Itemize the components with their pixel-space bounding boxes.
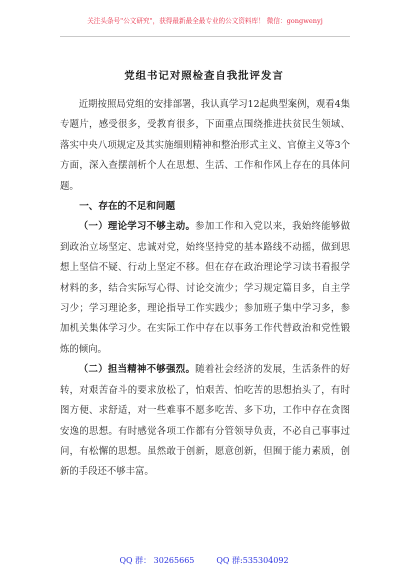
footer (0, 555, 408, 566)
item-1-text: 参加工作和入党以来，我始终能够做到政治立场坚定、忠诚对党，始终坚持党的基本路线不动摇，做到思想上坚信不疑、行动上坚定不移。但在存在政治理论学习读书看报学材料的多，结合实际写心得、讨论交流少；学习规定篇目多，自主学习少；学习理论多，理论指导工作实践少；参加班子集中学习多，参加机关集体学习少。在实际工作中存在以事务工作代替政治和党性锻炼的倾向。 (60, 221, 350, 355)
item-2-paragraph (60, 360, 350, 482)
item-2-text: 随着社会经济的发展，生活条件的好转，对艰苦奋斗的要求放松了，怕艰苦、怕吃苦的思想抬头了，有时图方便、求舒适，对一些难事不愿多吃苦、多下功，工作中存在贪图安逸的思想。有时感觉各项工作都有分管领导负责，不必自己事事过问，有松懈的思想。虽然敢于创新，愿意创新，但囿于能力素质，创新的手段还不够丰富。 (60, 364, 350, 478)
item-1-paragraph (60, 217, 350, 360)
section-heading (60, 197, 350, 217)
item-2-lead: （二）担当精神不够强烈。 (78, 364, 196, 376)
footer-qq-group-2: QQ 群:535304092 (216, 556, 289, 565)
intro-paragraph: 近期按照局党组的安排部署，我认真学习12起典型案例，观看4集专题片，感受很多，受教育很多，下面重点围绕推进扶贫民生领域、落实中央八项规定及其实施细则精神和整治形式主义、官僚主义等3个方面，深入查摆剖析个人在思想、生活、工作和作风上存在的具体问题。 (60, 99, 350, 192)
document-title: 党组书记对照检查自我批评发言 (124, 70, 284, 82)
header-banner: 关注头条号"公文研究"，获得最新最全最专业的公文资料库！ 微信：gongwenyj (60, 14, 350, 37)
footer-qq-group-1: QQ 群： 30265665 (119, 556, 195, 565)
section-heading-text: 一、存在的不足和问题 (79, 201, 176, 213)
item-1-lead: （一）理论学习不够主动。 (78, 221, 196, 233)
document-body (60, 95, 350, 483)
